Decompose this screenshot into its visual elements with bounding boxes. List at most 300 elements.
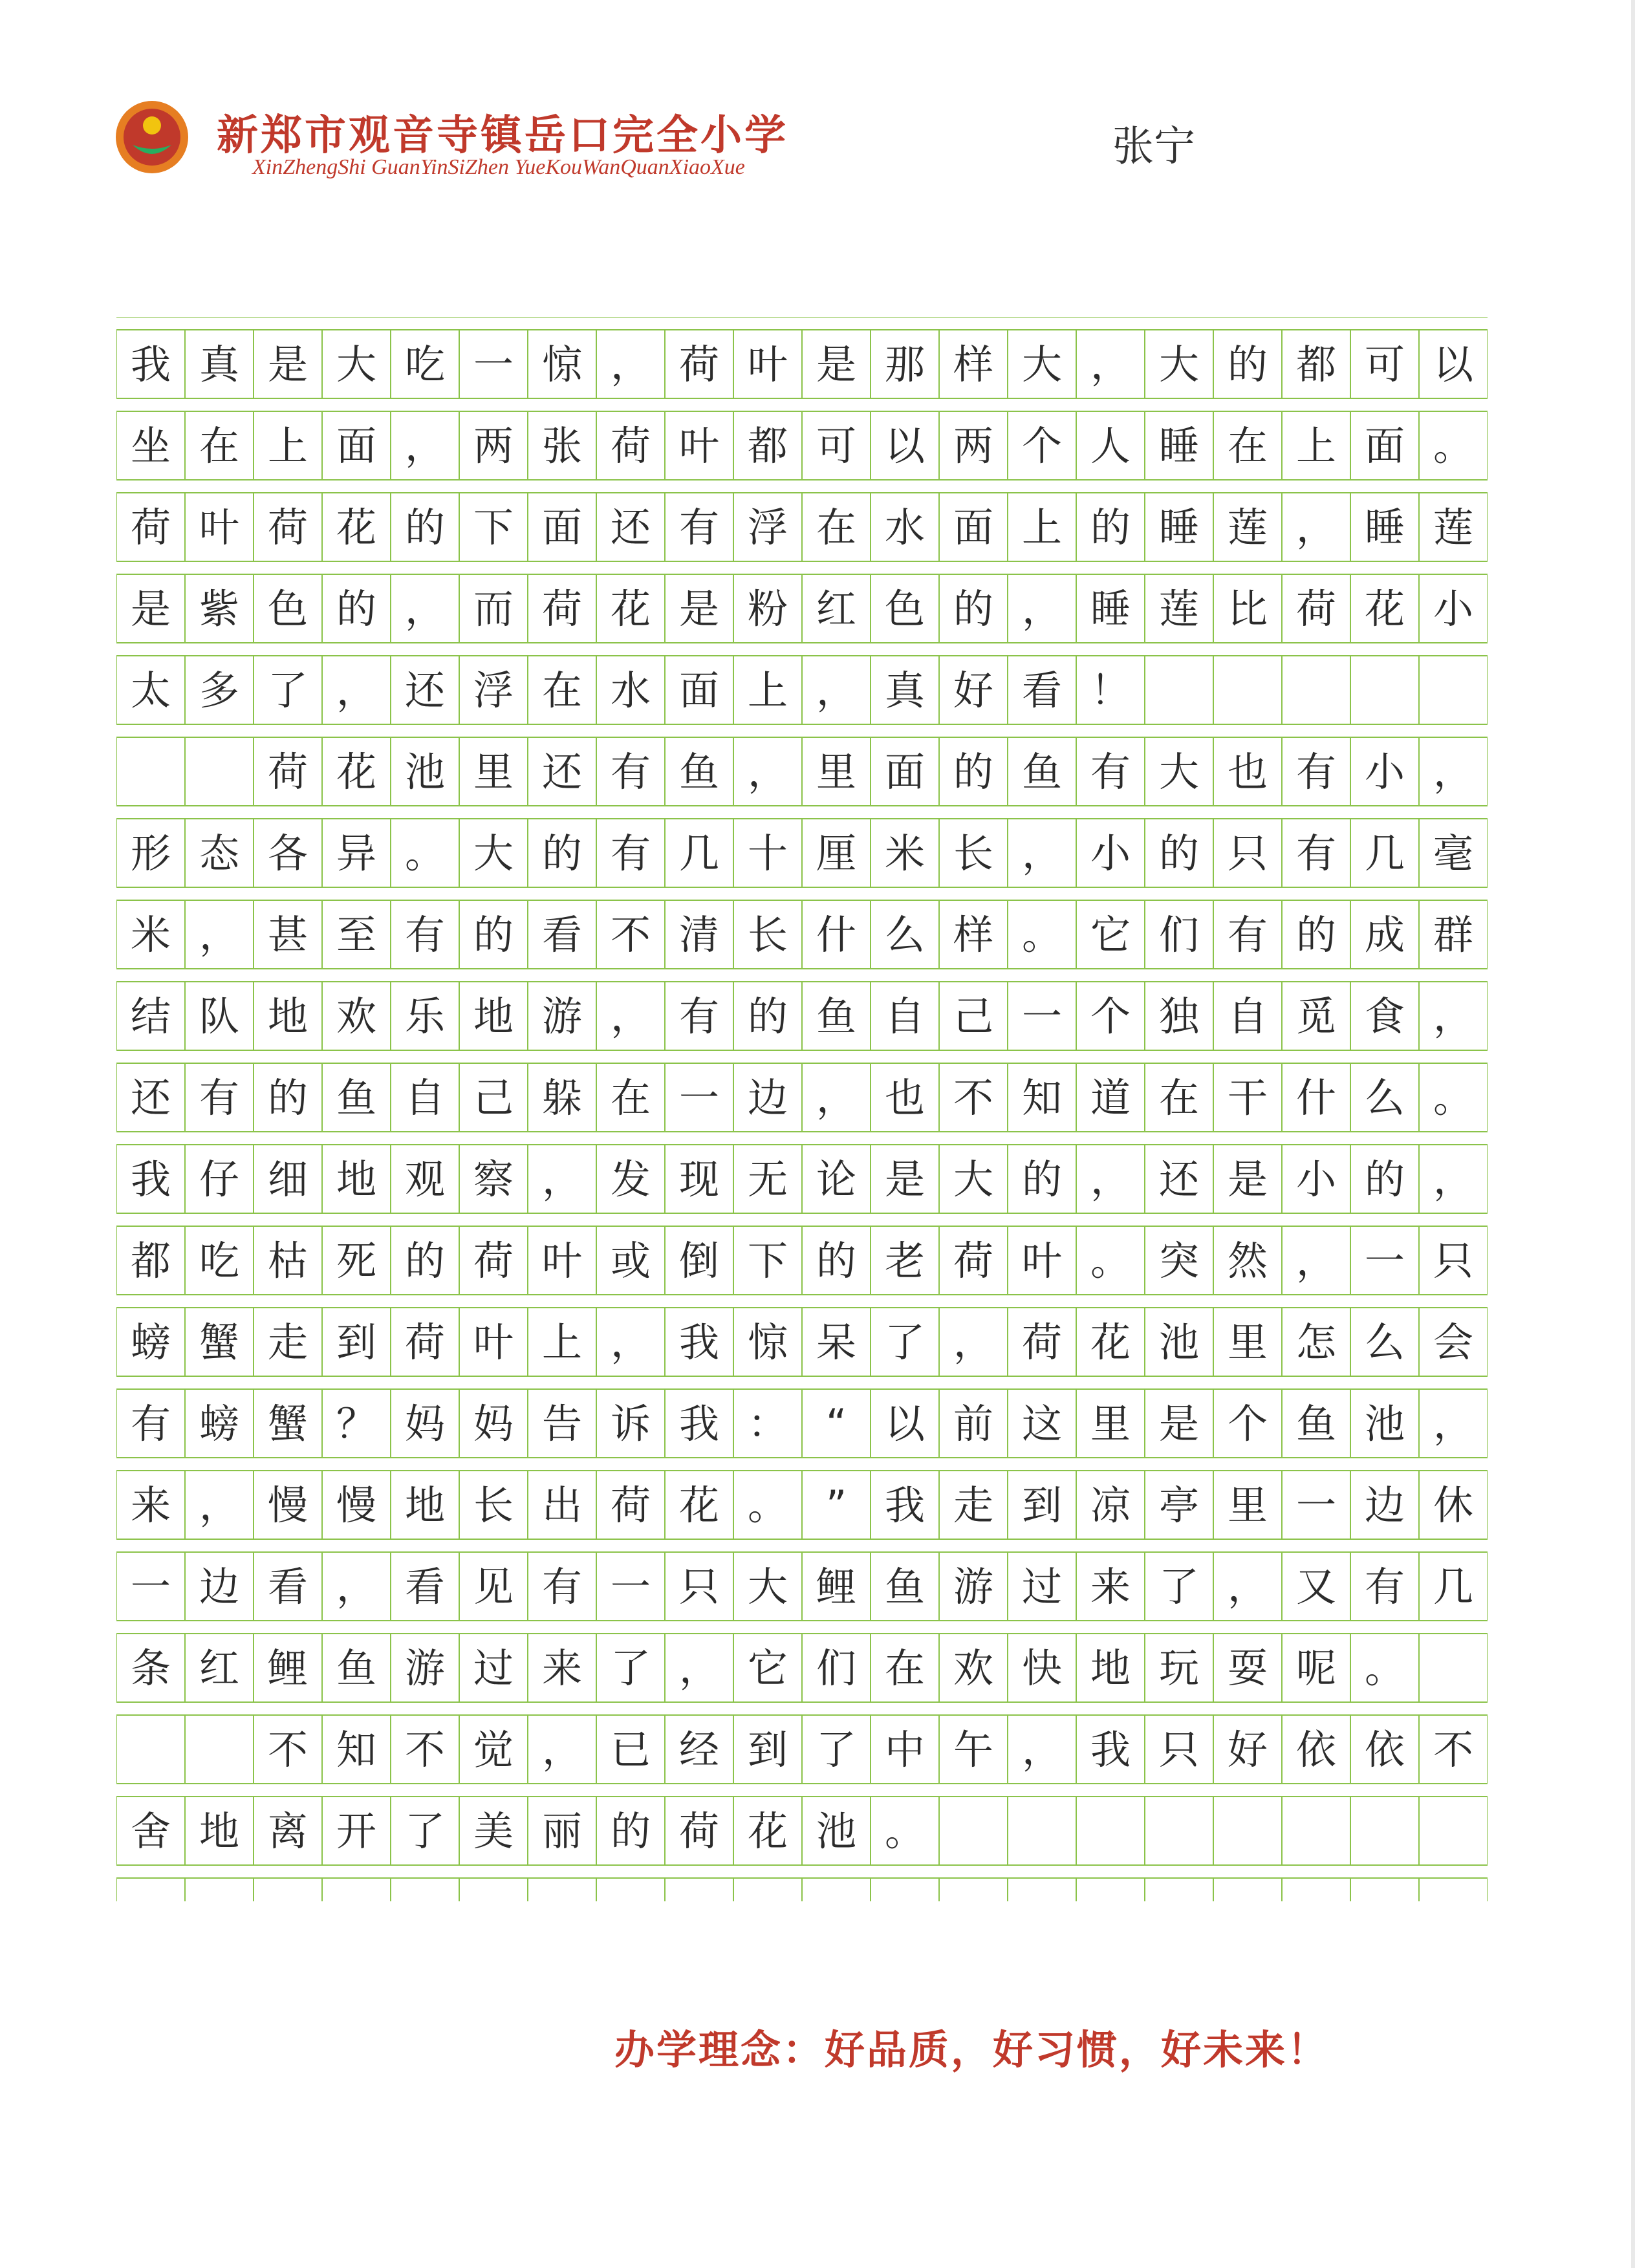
essay-character: 大 bbox=[953, 1156, 994, 1203]
essay-character: ， bbox=[816, 667, 857, 714]
essay-character: 是 bbox=[130, 585, 171, 632]
essay-character: 多 bbox=[199, 667, 240, 714]
essay-character: 有 bbox=[1295, 830, 1337, 877]
essay-character: ， bbox=[678, 1645, 720, 1692]
essay-character: 而 bbox=[473, 585, 514, 632]
grid-cell bbox=[1350, 1878, 1419, 1901]
essay-character: 惊 bbox=[541, 341, 583, 388]
grid-cell bbox=[871, 1878, 939, 1901]
essay-character: 花 bbox=[678, 1482, 720, 1529]
essay-character: 鱼 bbox=[1295, 1400, 1337, 1447]
essay-character: 的 bbox=[404, 504, 446, 551]
essay-character: 里 bbox=[816, 748, 857, 795]
essay-character: ， bbox=[1295, 1237, 1337, 1284]
essay-character: 上 bbox=[747, 667, 788, 714]
essay-character: 鱼 bbox=[336, 1645, 377, 1692]
essay-character: 睡 bbox=[1158, 504, 1200, 551]
essay-character: 过 bbox=[1021, 1563, 1063, 1610]
essay-character: 好 bbox=[1227, 1726, 1268, 1773]
grid-cell bbox=[391, 1878, 459, 1901]
essay-character: 游 bbox=[953, 1563, 994, 1610]
essay-character: 个 bbox=[1021, 422, 1063, 470]
grid-cell bbox=[1008, 1797, 1076, 1865]
essay-character: 离 bbox=[267, 1808, 309, 1855]
essay-character: 呆 bbox=[816, 1319, 857, 1366]
essay-character: 游 bbox=[404, 1645, 446, 1692]
grid-cell bbox=[185, 1878, 254, 1901]
essay-character: 现 bbox=[678, 1156, 720, 1203]
essay-character: 厘 bbox=[816, 830, 857, 877]
essay-character: 了 bbox=[1158, 1563, 1200, 1610]
essay-character: 大 bbox=[473, 830, 514, 877]
essay-character: ： bbox=[747, 1400, 788, 1447]
grid-cell bbox=[116, 737, 185, 806]
essay-character: 条 bbox=[130, 1645, 171, 1692]
essay-character: 地 bbox=[473, 993, 514, 1040]
grid-cell bbox=[1145, 656, 1213, 724]
essay-character: 的 bbox=[267, 1074, 309, 1121]
essay-character: 的 bbox=[473, 911, 514, 958]
grid-cell bbox=[185, 737, 254, 806]
essay-character: 己 bbox=[953, 993, 994, 1040]
essay-character: 几 bbox=[678, 830, 720, 877]
essay-character: 地 bbox=[1090, 1645, 1131, 1692]
essay-character: ， bbox=[1433, 1400, 1474, 1447]
essay-character: 有 bbox=[678, 504, 720, 551]
essay-character: 一 bbox=[473, 341, 514, 388]
grid-cell bbox=[1350, 656, 1419, 724]
essay-character: 异 bbox=[336, 830, 377, 877]
essay-character: 蟹 bbox=[199, 1319, 240, 1366]
essay-character: 紫 bbox=[199, 585, 240, 632]
essay-character: 游 bbox=[541, 993, 583, 1040]
essay-character: ， bbox=[1227, 1563, 1268, 1610]
essay-character: 舍 bbox=[130, 1808, 171, 1855]
essay-character: 色 bbox=[884, 585, 926, 632]
essay-character: 上 bbox=[267, 422, 309, 470]
essay-character: 午 bbox=[953, 1726, 994, 1773]
essay-character: 边 bbox=[747, 1074, 788, 1121]
essay-character: ， bbox=[610, 1319, 651, 1366]
essay-character: 叶 bbox=[199, 504, 240, 551]
essay-character: 荷 bbox=[404, 1319, 446, 1366]
essay-character: 了 bbox=[404, 1808, 446, 1855]
essay-character: 水 bbox=[884, 504, 926, 551]
grid-cell bbox=[1419, 1797, 1488, 1865]
essay-character: ， bbox=[1021, 830, 1063, 877]
essay-character: 花 bbox=[610, 585, 651, 632]
essay-character: 欢 bbox=[953, 1645, 994, 1692]
essay-character: 面 bbox=[1364, 422, 1405, 470]
school-logo-icon bbox=[113, 98, 191, 176]
essay-character: 到 bbox=[747, 1726, 788, 1773]
essay-character: 荷 bbox=[610, 1482, 651, 1529]
essay-character: 里 bbox=[1227, 1319, 1268, 1366]
grid-cell bbox=[1419, 656, 1488, 724]
essay-character: 人 bbox=[1090, 422, 1131, 470]
essay-character: 只 bbox=[1158, 1726, 1200, 1773]
essay-character: 食 bbox=[1364, 993, 1405, 1040]
essay-character: 都 bbox=[1295, 341, 1337, 388]
essay-character: 螃 bbox=[130, 1319, 171, 1366]
essay-character: 莲 bbox=[1227, 504, 1268, 551]
essay-character: 快 bbox=[1021, 1645, 1063, 1692]
essay-character: 个 bbox=[1090, 993, 1131, 1040]
essay-character: 开 bbox=[336, 1808, 377, 1855]
essay-character: ， bbox=[199, 1482, 240, 1529]
essay-character: 到 bbox=[336, 1319, 377, 1366]
grid-cell bbox=[1213, 656, 1282, 724]
essay-character: 结 bbox=[130, 993, 171, 1040]
essay-character: 睡 bbox=[1158, 422, 1200, 470]
essay-character: 荷 bbox=[473, 1237, 514, 1284]
essay-character: ， bbox=[816, 1074, 857, 1121]
essay-character: 鱼 bbox=[336, 1074, 377, 1121]
essay-character: 已 bbox=[610, 1726, 651, 1773]
essay-character: 自 bbox=[884, 993, 926, 1040]
essay-character: 鲤 bbox=[267, 1645, 309, 1692]
essay-character: 鱼 bbox=[678, 748, 720, 795]
essay-character: 知 bbox=[336, 1726, 377, 1773]
essay-character: 这 bbox=[1021, 1400, 1063, 1447]
essay-character: 叶 bbox=[541, 1237, 583, 1284]
essay-character: 只 bbox=[678, 1563, 720, 1610]
essay-character: 色 bbox=[267, 585, 309, 632]
essay-character: 。 bbox=[404, 830, 446, 877]
essay-character: 慢 bbox=[267, 1482, 309, 1529]
essay-character: 了 bbox=[267, 667, 309, 714]
essay-character: 可 bbox=[1364, 341, 1405, 388]
essay-character: 不 bbox=[953, 1074, 994, 1121]
essay-character: 群 bbox=[1433, 911, 1474, 958]
essay-character: 知 bbox=[1021, 1074, 1063, 1121]
student-name: 张宁 bbox=[1112, 123, 1195, 171]
essay-character: 有 bbox=[541, 1563, 583, 1610]
essay-character: 的 bbox=[1364, 1156, 1405, 1203]
essay-character: 在 bbox=[199, 422, 240, 470]
essay-character: 小 bbox=[1364, 748, 1405, 795]
essay-character: 它 bbox=[747, 1645, 788, 1692]
grid-cell bbox=[596, 1878, 665, 1901]
essay-character: 还 bbox=[541, 748, 583, 795]
essay-character: 又 bbox=[1295, 1563, 1337, 1610]
grid-cell bbox=[1419, 1634, 1488, 1702]
essay-character: ， bbox=[747, 748, 788, 795]
essay-character: 也 bbox=[884, 1074, 926, 1121]
essay-character: 觉 bbox=[473, 1726, 514, 1773]
essay-character: 花 bbox=[747, 1808, 788, 1855]
essay-character: 的 bbox=[1090, 504, 1131, 551]
essay-character: 长 bbox=[953, 830, 994, 877]
essay-character: 告 bbox=[541, 1400, 583, 1447]
essay-character: 妈 bbox=[404, 1400, 446, 1447]
grid-cell bbox=[1350, 1797, 1419, 1865]
essay-character: 花 bbox=[1364, 585, 1405, 632]
essay-character: 里 bbox=[1227, 1482, 1268, 1529]
essay-character: 大 bbox=[747, 1563, 788, 1610]
essay-character: 看 bbox=[267, 1563, 309, 1610]
essay-character: 小 bbox=[1090, 830, 1131, 877]
essay-character: 池 bbox=[816, 1808, 857, 1855]
essay-character: 荷 bbox=[610, 422, 651, 470]
essay-character: 地 bbox=[404, 1482, 446, 1529]
essay-character: 在 bbox=[610, 1074, 651, 1121]
essay-character: 己 bbox=[473, 1074, 514, 1121]
essay-character: 长 bbox=[747, 911, 788, 958]
essay-character: 是 bbox=[267, 341, 309, 388]
essay-character: 是 bbox=[816, 341, 857, 388]
essay-character: 的 bbox=[1021, 1156, 1063, 1203]
essay-character: 死 bbox=[336, 1237, 377, 1284]
essay-character: 的 bbox=[1295, 911, 1337, 958]
essay-character: 。 bbox=[747, 1482, 788, 1529]
grid-cell bbox=[459, 1878, 528, 1901]
essay-character: 不 bbox=[1433, 1726, 1474, 1773]
essay-character: 有 bbox=[610, 830, 651, 877]
essay-character: ， bbox=[610, 341, 651, 388]
essay-character: 荷 bbox=[953, 1237, 994, 1284]
essay-character: 小 bbox=[1295, 1156, 1337, 1203]
essay-character: 螃 bbox=[199, 1400, 240, 1447]
school-name-pinyin: XinZhengShi GuanYinSiZhen YueKouWanQuanXiaoXue bbox=[252, 155, 745, 179]
essay-character: 上 bbox=[541, 1319, 583, 1366]
essay-character: 玩 bbox=[1158, 1645, 1200, 1692]
essay-character: 了 bbox=[884, 1319, 926, 1366]
essay-character: 的 bbox=[816, 1237, 857, 1284]
essay-character: 休 bbox=[1433, 1482, 1474, 1529]
essay-character: 在 bbox=[1227, 422, 1268, 470]
essay-character: 都 bbox=[130, 1237, 171, 1284]
essay-character: “ bbox=[825, 1400, 847, 1447]
essay-character: 了 bbox=[610, 1645, 651, 1692]
essay-character: 的 bbox=[953, 748, 994, 795]
essay-character: 都 bbox=[747, 422, 788, 470]
essay-character: 诉 bbox=[610, 1400, 651, 1447]
essay-character: ， bbox=[610, 993, 651, 1040]
essay-character: 了 bbox=[816, 1726, 857, 1773]
essay-character: 边 bbox=[1364, 1482, 1405, 1529]
essay-character: 什 bbox=[1295, 1074, 1337, 1121]
essay-character: 花 bbox=[336, 504, 377, 551]
essay-character: 。 bbox=[1433, 1074, 1474, 1121]
essay-character: 看 bbox=[404, 1563, 446, 1610]
essay-character: 可 bbox=[816, 422, 857, 470]
grid-cell bbox=[1213, 1878, 1282, 1901]
essay-character: 怎 bbox=[1295, 1319, 1337, 1366]
essay-character: 的 bbox=[1158, 830, 1200, 877]
composition-grid bbox=[116, 317, 1488, 1901]
essay-character: 自 bbox=[404, 1074, 446, 1121]
essay-character: 呢 bbox=[1295, 1645, 1337, 1692]
essay-character: 面 bbox=[678, 667, 720, 714]
essay-character: 我 bbox=[130, 1156, 171, 1203]
essay-character: 依 bbox=[1295, 1726, 1337, 1773]
essay-character: 来 bbox=[541, 1645, 583, 1692]
essay-character: 米 bbox=[884, 830, 926, 877]
essay-character: 。 bbox=[1090, 1237, 1131, 1284]
essay-character: 几 bbox=[1364, 830, 1405, 877]
essay-character: 荷 bbox=[1295, 585, 1337, 632]
essay-character: 荷 bbox=[678, 1808, 720, 1855]
essay-character: 一 bbox=[678, 1074, 720, 1121]
school-name: 新郑市观音寺镇岳口完全小学 bbox=[217, 111, 788, 160]
essay-character: 睡 bbox=[1364, 504, 1405, 551]
essay-character: 凉 bbox=[1090, 1482, 1131, 1529]
essay-character: ？ bbox=[336, 1400, 377, 1447]
essay-character: 在 bbox=[541, 667, 583, 714]
essay-character: 只 bbox=[1227, 830, 1268, 877]
essay-character: 的 bbox=[747, 993, 788, 1040]
essay-character: 我 bbox=[884, 1482, 926, 1529]
grid-cell bbox=[1076, 1878, 1145, 1901]
essay-character: 有 bbox=[404, 911, 446, 958]
essay-character: 几 bbox=[1433, 1563, 1474, 1610]
essay-character: 一 bbox=[1295, 1482, 1337, 1529]
essay-character: 乐 bbox=[404, 993, 446, 1040]
essay-character: 好 bbox=[953, 667, 994, 714]
essay-character: 前 bbox=[953, 1400, 994, 1447]
essay-character: 池 bbox=[1364, 1400, 1405, 1447]
essay-character: 老 bbox=[884, 1237, 926, 1284]
essay-character: ， bbox=[1021, 585, 1063, 632]
essay-character: 有 bbox=[199, 1074, 240, 1121]
essay-character: 吃 bbox=[404, 341, 446, 388]
essay-character: 蟹 bbox=[267, 1400, 309, 1447]
essay-character: 一 bbox=[130, 1563, 171, 1610]
school-motto: 办学理念：好品质，好习惯，好未来！ bbox=[614, 2026, 1330, 2073]
essay-character: 荷 bbox=[130, 504, 171, 551]
essay-character: 见 bbox=[473, 1563, 514, 1610]
essay-character: 突 bbox=[1158, 1237, 1200, 1284]
essay-character: 面 bbox=[336, 422, 377, 470]
essay-character: 经 bbox=[678, 1726, 720, 1773]
essay-character: 看 bbox=[541, 911, 583, 958]
essay-character: 会 bbox=[1433, 1319, 1474, 1366]
essay-character: 丽 bbox=[541, 1808, 583, 1855]
essay-character: 地 bbox=[267, 993, 309, 1040]
essay-character: 不 bbox=[404, 1726, 446, 1773]
essay-character: 里 bbox=[1090, 1400, 1131, 1447]
grid-cell bbox=[1145, 1797, 1213, 1865]
essay-character: 的 bbox=[953, 585, 994, 632]
essay-character: 红 bbox=[199, 1645, 240, 1692]
essay-character: 池 bbox=[404, 748, 446, 795]
essay-character: 米 bbox=[130, 911, 171, 958]
essay-character: 鲤 bbox=[816, 1563, 857, 1610]
essay-character: 的 bbox=[404, 1237, 446, 1284]
essay-character: 来 bbox=[1090, 1563, 1131, 1610]
essay-character: ， bbox=[953, 1319, 994, 1366]
essay-character: 。 bbox=[1433, 422, 1474, 470]
essay-character: 。 bbox=[1021, 911, 1063, 958]
essay-character: 那 bbox=[884, 341, 926, 388]
essay-character: 么 bbox=[1364, 1074, 1405, 1121]
grid-cell bbox=[1008, 1878, 1076, 1901]
school-header bbox=[113, 91, 954, 194]
essay-character: 鱼 bbox=[1021, 748, 1063, 795]
essay-character: 叶 bbox=[747, 341, 788, 388]
essay-character: 形 bbox=[130, 830, 171, 877]
essay-character: 只 bbox=[1433, 1237, 1474, 1284]
essay-character: 十 bbox=[747, 830, 788, 877]
essay-character: ， bbox=[1433, 748, 1474, 795]
essay-character: ， bbox=[541, 1156, 583, 1203]
essay-character: 甚 bbox=[267, 911, 309, 958]
essay-character: 大 bbox=[1021, 341, 1063, 388]
essay-character: 粉 bbox=[747, 585, 788, 632]
essay-character: 也 bbox=[1227, 748, 1268, 795]
essay-character: 我 bbox=[130, 341, 171, 388]
essay-character: 荷 bbox=[678, 341, 720, 388]
essay-character: 以 bbox=[884, 1400, 926, 1447]
essay-character: 两 bbox=[953, 422, 994, 470]
essay-character: 躲 bbox=[541, 1074, 583, 1121]
essay-character: 上 bbox=[1021, 504, 1063, 551]
essay-character: 态 bbox=[199, 830, 240, 877]
grid-cell bbox=[116, 1715, 185, 1784]
grid-cell bbox=[1282, 1797, 1350, 1865]
essay-character: 长 bbox=[473, 1482, 514, 1529]
essay-character: 面 bbox=[884, 748, 926, 795]
grid-cell bbox=[939, 1878, 1008, 1901]
essay-character: 然 bbox=[1227, 1237, 1268, 1284]
essay-character: 么 bbox=[884, 911, 926, 958]
essay-character: 过 bbox=[473, 1645, 514, 1692]
essay-character: 我 bbox=[678, 1400, 720, 1447]
essay-character: 花 bbox=[336, 748, 377, 795]
essay-character: 不 bbox=[610, 911, 651, 958]
essay-character: 一 bbox=[1364, 1237, 1405, 1284]
essay-character: 叶 bbox=[473, 1319, 514, 1366]
essay-character: 真 bbox=[884, 667, 926, 714]
essay-character: 睡 bbox=[1090, 585, 1131, 632]
essay-character: 自 bbox=[1227, 993, 1268, 1040]
essay-character: 坐 bbox=[130, 422, 171, 470]
essay-character: 大 bbox=[336, 341, 377, 388]
essay-character: ” bbox=[825, 1482, 847, 1529]
essay-character: 慢 bbox=[336, 1482, 377, 1529]
grid-cell bbox=[1145, 1878, 1213, 1901]
essay-character: 毫 bbox=[1433, 830, 1474, 877]
essay-character: 莲 bbox=[1158, 585, 1200, 632]
essay-character: ， bbox=[1433, 993, 1474, 1040]
essay-character: 各 bbox=[267, 830, 309, 877]
essay-character: 倒 bbox=[678, 1237, 720, 1284]
essay-character: 下 bbox=[747, 1237, 788, 1284]
essay-character: 觅 bbox=[1295, 993, 1337, 1040]
essay-character: 耍 bbox=[1227, 1645, 1268, 1692]
essay-character: 清 bbox=[678, 911, 720, 958]
essay-character: 独 bbox=[1158, 993, 1200, 1040]
essay-character: 张 bbox=[541, 422, 583, 470]
essay-character: 无 bbox=[747, 1156, 788, 1203]
essay-character: 走 bbox=[953, 1482, 994, 1529]
essay-character: 美 bbox=[473, 1808, 514, 1855]
essay-character: 枯 bbox=[267, 1237, 309, 1284]
essay-character: 还 bbox=[130, 1074, 171, 1121]
essay-character: 一 bbox=[1021, 993, 1063, 1040]
essay-character: 样 bbox=[953, 911, 994, 958]
grid-cell bbox=[254, 1878, 322, 1901]
essay-character: 不 bbox=[267, 1726, 309, 1773]
grid-cell bbox=[939, 1797, 1008, 1865]
essay-character: 细 bbox=[267, 1156, 309, 1203]
essay-character: 是 bbox=[884, 1156, 926, 1203]
essay-character: 有 bbox=[1364, 1563, 1405, 1610]
essay-character: 道 bbox=[1090, 1074, 1131, 1121]
essay-character: 。 bbox=[884, 1808, 926, 1855]
essay-character: 或 bbox=[610, 1237, 651, 1284]
